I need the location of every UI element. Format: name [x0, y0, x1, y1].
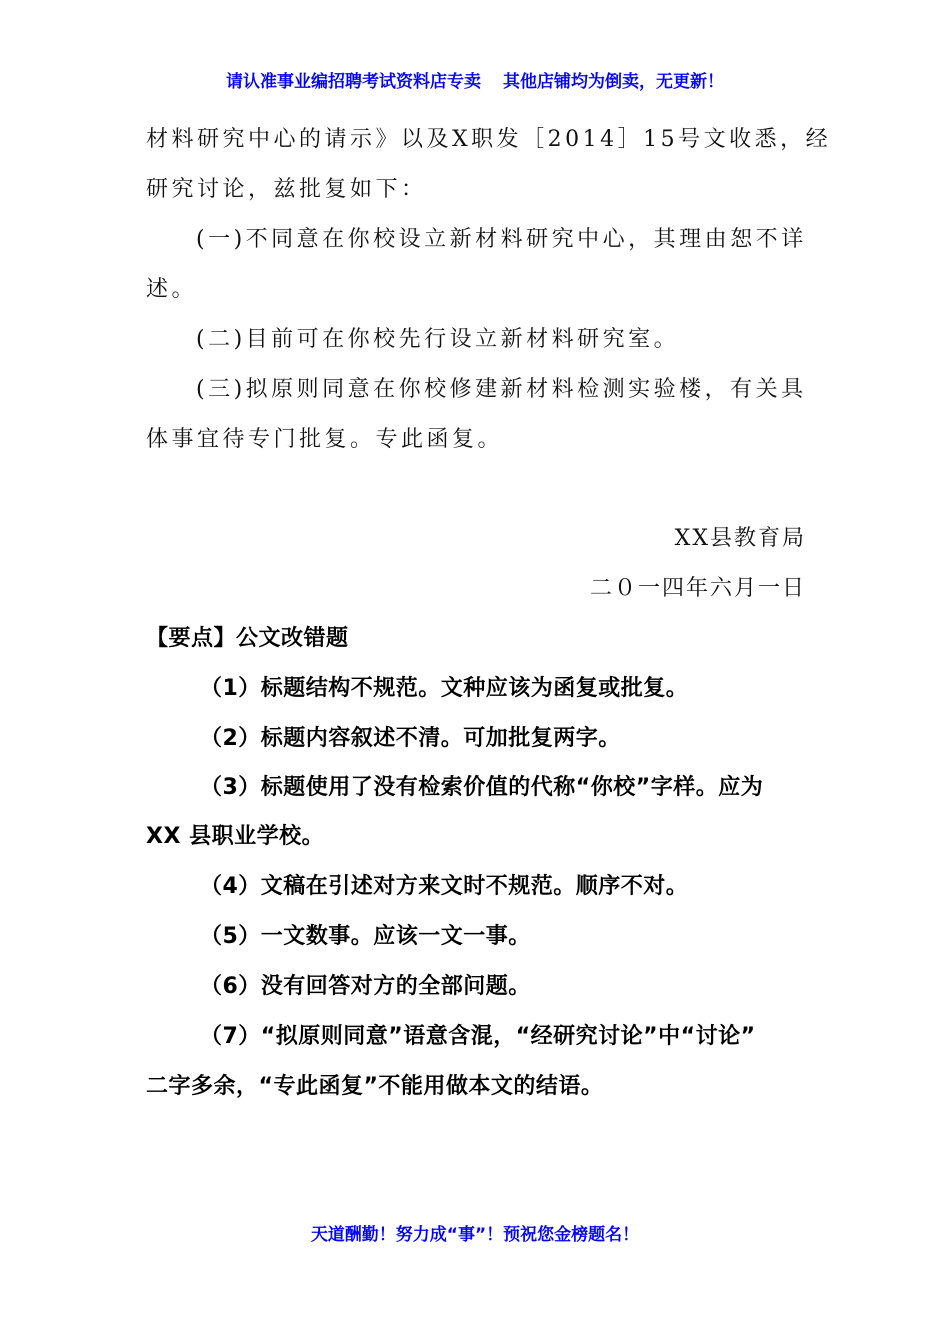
keypoint-7-cont: 二字多余，“专此函复”不能用做本文的结语。	[146, 1074, 604, 1099]
footer-banner: 天道酬勤！努力成“事”！预祝您金榜题名！	[310, 1225, 640, 1245]
signature: XX县教育局	[674, 526, 806, 551]
header-banner	[0, 68, 950, 96]
reply-item-3: (三)拟原则同意在你校修建新材料检测实验楼，有关具	[196, 377, 807, 402]
keypoint-1: （1）标题结构不规范。文种应该为函复或批复。	[200, 676, 689, 701]
keypoint-7: （7）“拟原则同意”语意含混，“经研究讨论”中“讨论”	[200, 1024, 756, 1049]
header-banner-left: 请认准事业编招聘考试资料店专卖	[226, 72, 481, 92]
keypoint-2: （2）标题内容叙述不清。可加批复两字。	[200, 726, 621, 751]
keypoint-5: （5）一文数事。应该一文一事。	[200, 924, 531, 949]
keypoint-3: （3）标题使用了没有检索价值的代称“你校”字样。应为	[200, 775, 764, 800]
keypoint-4: （4）文稿在引述对方来文时不规范。顺序不对。	[200, 874, 689, 899]
reply-item-1: (一)不同意在你校设立新材料研究中心，其理由恕不详	[196, 227, 807, 252]
reply-item-2: (二)目前可在你校先行设立新材料研究室。	[196, 327, 680, 352]
keypoint-3-cont: XX 县职业学校。	[146, 824, 325, 849]
keypoints-title: 【要点】公文改错题	[146, 626, 349, 651]
keypoint-6: （6）没有回答对方的全部问题。	[200, 974, 531, 999]
body-line-2: 研究讨论，兹批复如下：	[146, 177, 427, 202]
header-banner-right: 其他店铺均为倒卖，无更新！	[503, 72, 724, 92]
reply-item-1-cont: 述。	[146, 277, 198, 302]
body-line-1: 材料研究中心的请示》以及X职发［2014］15号文收悉，经	[146, 127, 832, 152]
reply-item-3-cont: 体事宜待专门批复。专此函复。	[146, 427, 504, 452]
document-date: 二０一四年六月一日	[589, 576, 806, 601]
